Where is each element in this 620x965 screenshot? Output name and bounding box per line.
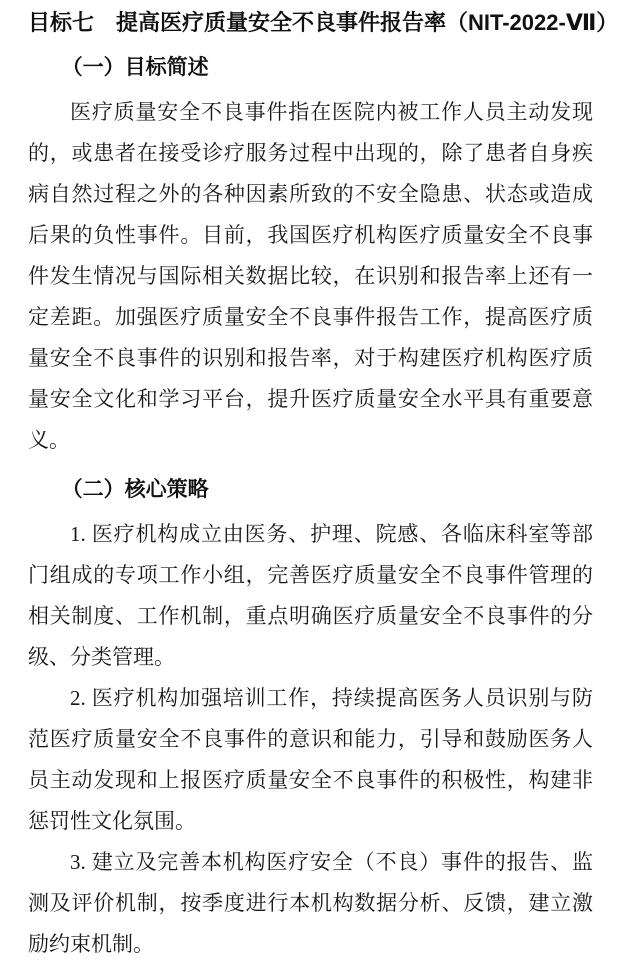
- paragraph-goal-summary: 医疗质量安全不良事件指在医院内被工作人员主动发现的，或患者在接受诊疗服务过程中出现的，除了患者自身疾病自然过程之外的各种因素所致的不安全隐患、状态或造成后果的负性事件。目前，我国医疗机构医疗质量安全不良事件发生情况与国际相关数据比较，在识别和报告率上还有一定差距。加强医疗质量安全不良事件报告工作，提高医疗质量安全不良事件的识别和报告率，对于构建医疗机构医疗质量安全文化和学习平台，提升医疗质量安全水平具有重要意义。: [28, 100, 593, 452]
- section-core-strategy: [28, 474, 593, 965]
- paragraph-strategy-2: 2. 医疗机构加强培训工作，持续提高医务人员识别与防范医疗质量安全不良事件的意识和能力，引导和鼓励医务人员主动发现和上报医疗质量安全不良事件的积极性，构建非惩罚性文化氛围。: [28, 686, 593, 833]
- paragraph-strategy-3: 3. 建立及完善本机构医疗安全（不良）事件的报告、监测及评价机制，按季度进行本机构数据分析、反馈，建立激励约束机制。: [28, 850, 593, 956]
- section-goal-summary: [28, 52, 593, 461]
- section-heading-goal-summary: （一）目标简述: [61, 55, 209, 79]
- section-heading-core-strategy: （二）核心策略: [61, 477, 209, 501]
- document-title: 目标七 提高医疗质量安全不良事件报告率（NIT-2022-Ⅶ）: [28, 10, 619, 35]
- paragraph-strategy-1: 1. 医疗机构成立由医务、护理、院感、各临床科室等部门组成的专项工作小组，完善医疗质量安全不良事件管理的相关制度、工作机制，重点明确医疗质量安全不良事件的分级、分类管理。: [28, 522, 593, 669]
